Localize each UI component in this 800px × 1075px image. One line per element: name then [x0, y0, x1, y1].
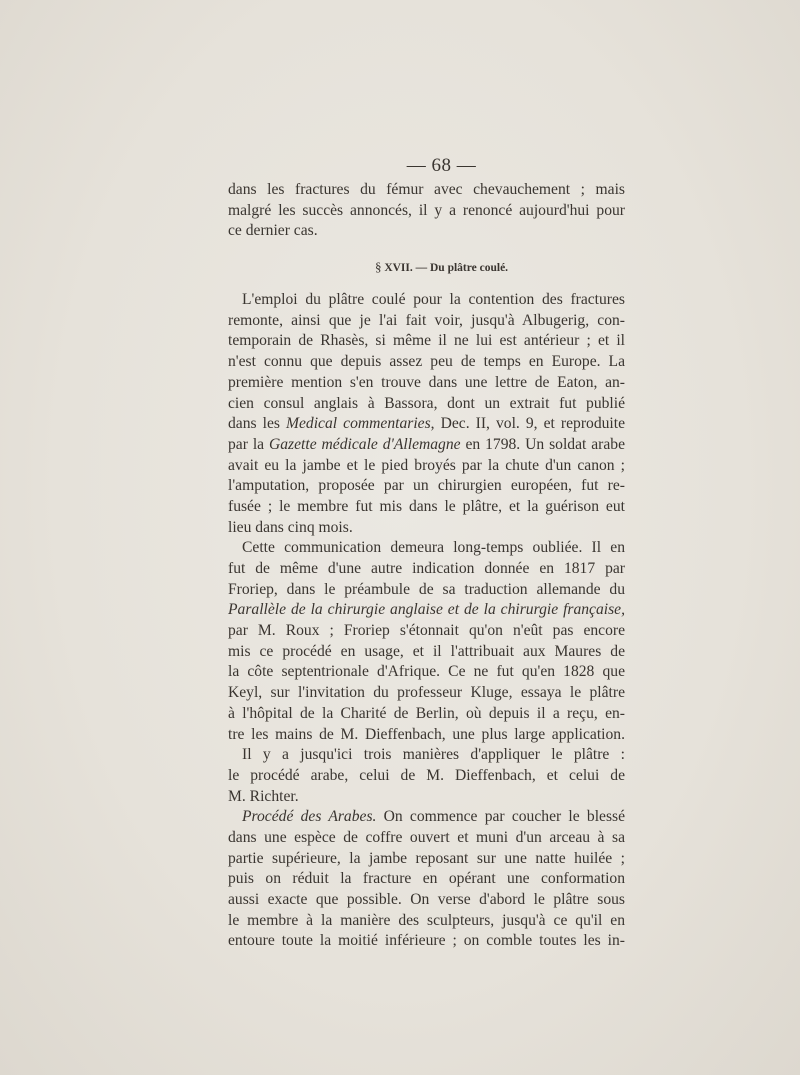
- text-line: fusée ; le membre fut mis dans le plâtre, et la guérison eut: [228, 497, 625, 515]
- text-line: [228, 807, 625, 828]
- text-line: aussi exacte que possible. On verse d'abord le plâtre sous: [228, 891, 625, 908]
- text-line: entoure toute la moitié inférieure ; on comble toutes les in-: [228, 932, 625, 950]
- text-line: par M. Roux ; Froriep s'étonnait qu'on n'eût pas encore: [228, 622, 625, 640]
- text-run: par la: [228, 435, 269, 453]
- text-line: Cette communication demeura long-temps oubliée. Il en: [242, 539, 625, 557]
- text-line: remonte, ainsi que je l'ai fait voir, jusqu'à Albugerig, con-: [228, 311, 625, 329]
- text-line: première mention s'en trouve dans une lettre de Eaton, an-: [228, 373, 625, 391]
- text-line: la côte septentrionale d'Afrique. Ce ne fut qu'en 1828 que: [228, 663, 625, 681]
- page-number: — 68 —: [406, 155, 477, 176]
- text-run: en 1798. Un soldat arabe: [460, 435, 625, 453]
- paragraph-three-methods: [228, 745, 625, 807]
- text-line: puis on réduit la fracture en opérant une conformation: [228, 870, 625, 888]
- text-line: Froriep, dans le préambule de sa traduction allemande du: [228, 580, 625, 598]
- text-line: dans une espèce de coffre ouvert et muni d'un arceau à sa: [228, 828, 625, 846]
- book-title: Parallèle de la chirurgie anglaise et de la chirurgie française,: [228, 601, 625, 619]
- text-line: le membre à la manière des sculpteurs, jusqu'à ce qu'il en: [228, 911, 625, 929]
- text-line: tre les mains de M. Dieffenbach, une plus large application.: [228, 725, 625, 743]
- text-line: Keyl, sur l'invitation du professeur Kluge, essaya le plâtre: [228, 684, 625, 702]
- text-line: ce dernier cas.: [228, 222, 318, 240]
- text-line: [228, 600, 625, 621]
- text-line: [228, 435, 625, 456]
- section-number: XVII.: [384, 262, 413, 275]
- paragraph-plaster-history: [228, 290, 625, 538]
- text-line: temporain de Rhasès, si même il ne lui est antérieur ; et il: [228, 332, 625, 350]
- journal-title: Gazette médicale d'Allemagne: [269, 435, 461, 453]
- method-title: Procédé des Arabes.: [242, 808, 377, 826]
- text-line: avait eu la jambe et le pied broyés par la chute d'un canon ;: [228, 456, 625, 474]
- paragraph-arab-method: [228, 807, 625, 952]
- text-line: le procédé arabe, celui de M. Dieffenbach, et celui de: [228, 766, 625, 784]
- text-line: partie supérieure, la jambe reposant sur une natte huilée ;: [228, 849, 625, 867]
- text-line: Il y a jusqu'ici trois manières d'appliquer le plâtre :: [242, 746, 625, 764]
- text-line: [228, 414, 625, 435]
- text-line: L'emploi du plâtre coulé pour la contention des fractures: [242, 291, 625, 309]
- text-line: n'est connu que depuis assez peu de temps en Europe. La: [228, 353, 625, 371]
- text-line: lieu dans cinq mois.: [228, 518, 353, 536]
- section-heading: [228, 258, 625, 276]
- paragraph-communication: [228, 538, 625, 745]
- text-run: , Dec. II, vol. 9, et reproduite: [430, 415, 625, 433]
- section-title: — Du plâtre coulé.: [415, 262, 509, 275]
- text-run: dans les: [228, 415, 287, 433]
- text-line: M. Richter.: [228, 787, 299, 805]
- text-run: On commence par coucher le blessé: [376, 808, 626, 826]
- text-line: à l'hôpital de la Charité de Berlin, où depuis il a reçu, en-: [228, 704, 625, 722]
- text-line: malgré les succès annoncés, il y a renoncé aujourd'hui pour: [228, 201, 625, 219]
- section-sign: §: [374, 259, 382, 275]
- page-text: [228, 152, 625, 952]
- intro-paragraph: [228, 180, 625, 242]
- text-line: cien consul anglais à Bassora, dont un extrait fut publié: [228, 394, 625, 412]
- text-line: l'amputation, proposée par un chirurgien européen, fut re-: [228, 477, 625, 495]
- text-line: fut de même d'une autre indication donnée en 1817 par: [228, 560, 625, 577]
- text-line: mis ce procédé en usage, et il l'attribuait aux Maures de: [228, 642, 625, 660]
- journal-title: Medical commentaries: [286, 415, 431, 433]
- text-line: dans les fractures du fémur avec chevauchement ; mais: [228, 181, 625, 198]
